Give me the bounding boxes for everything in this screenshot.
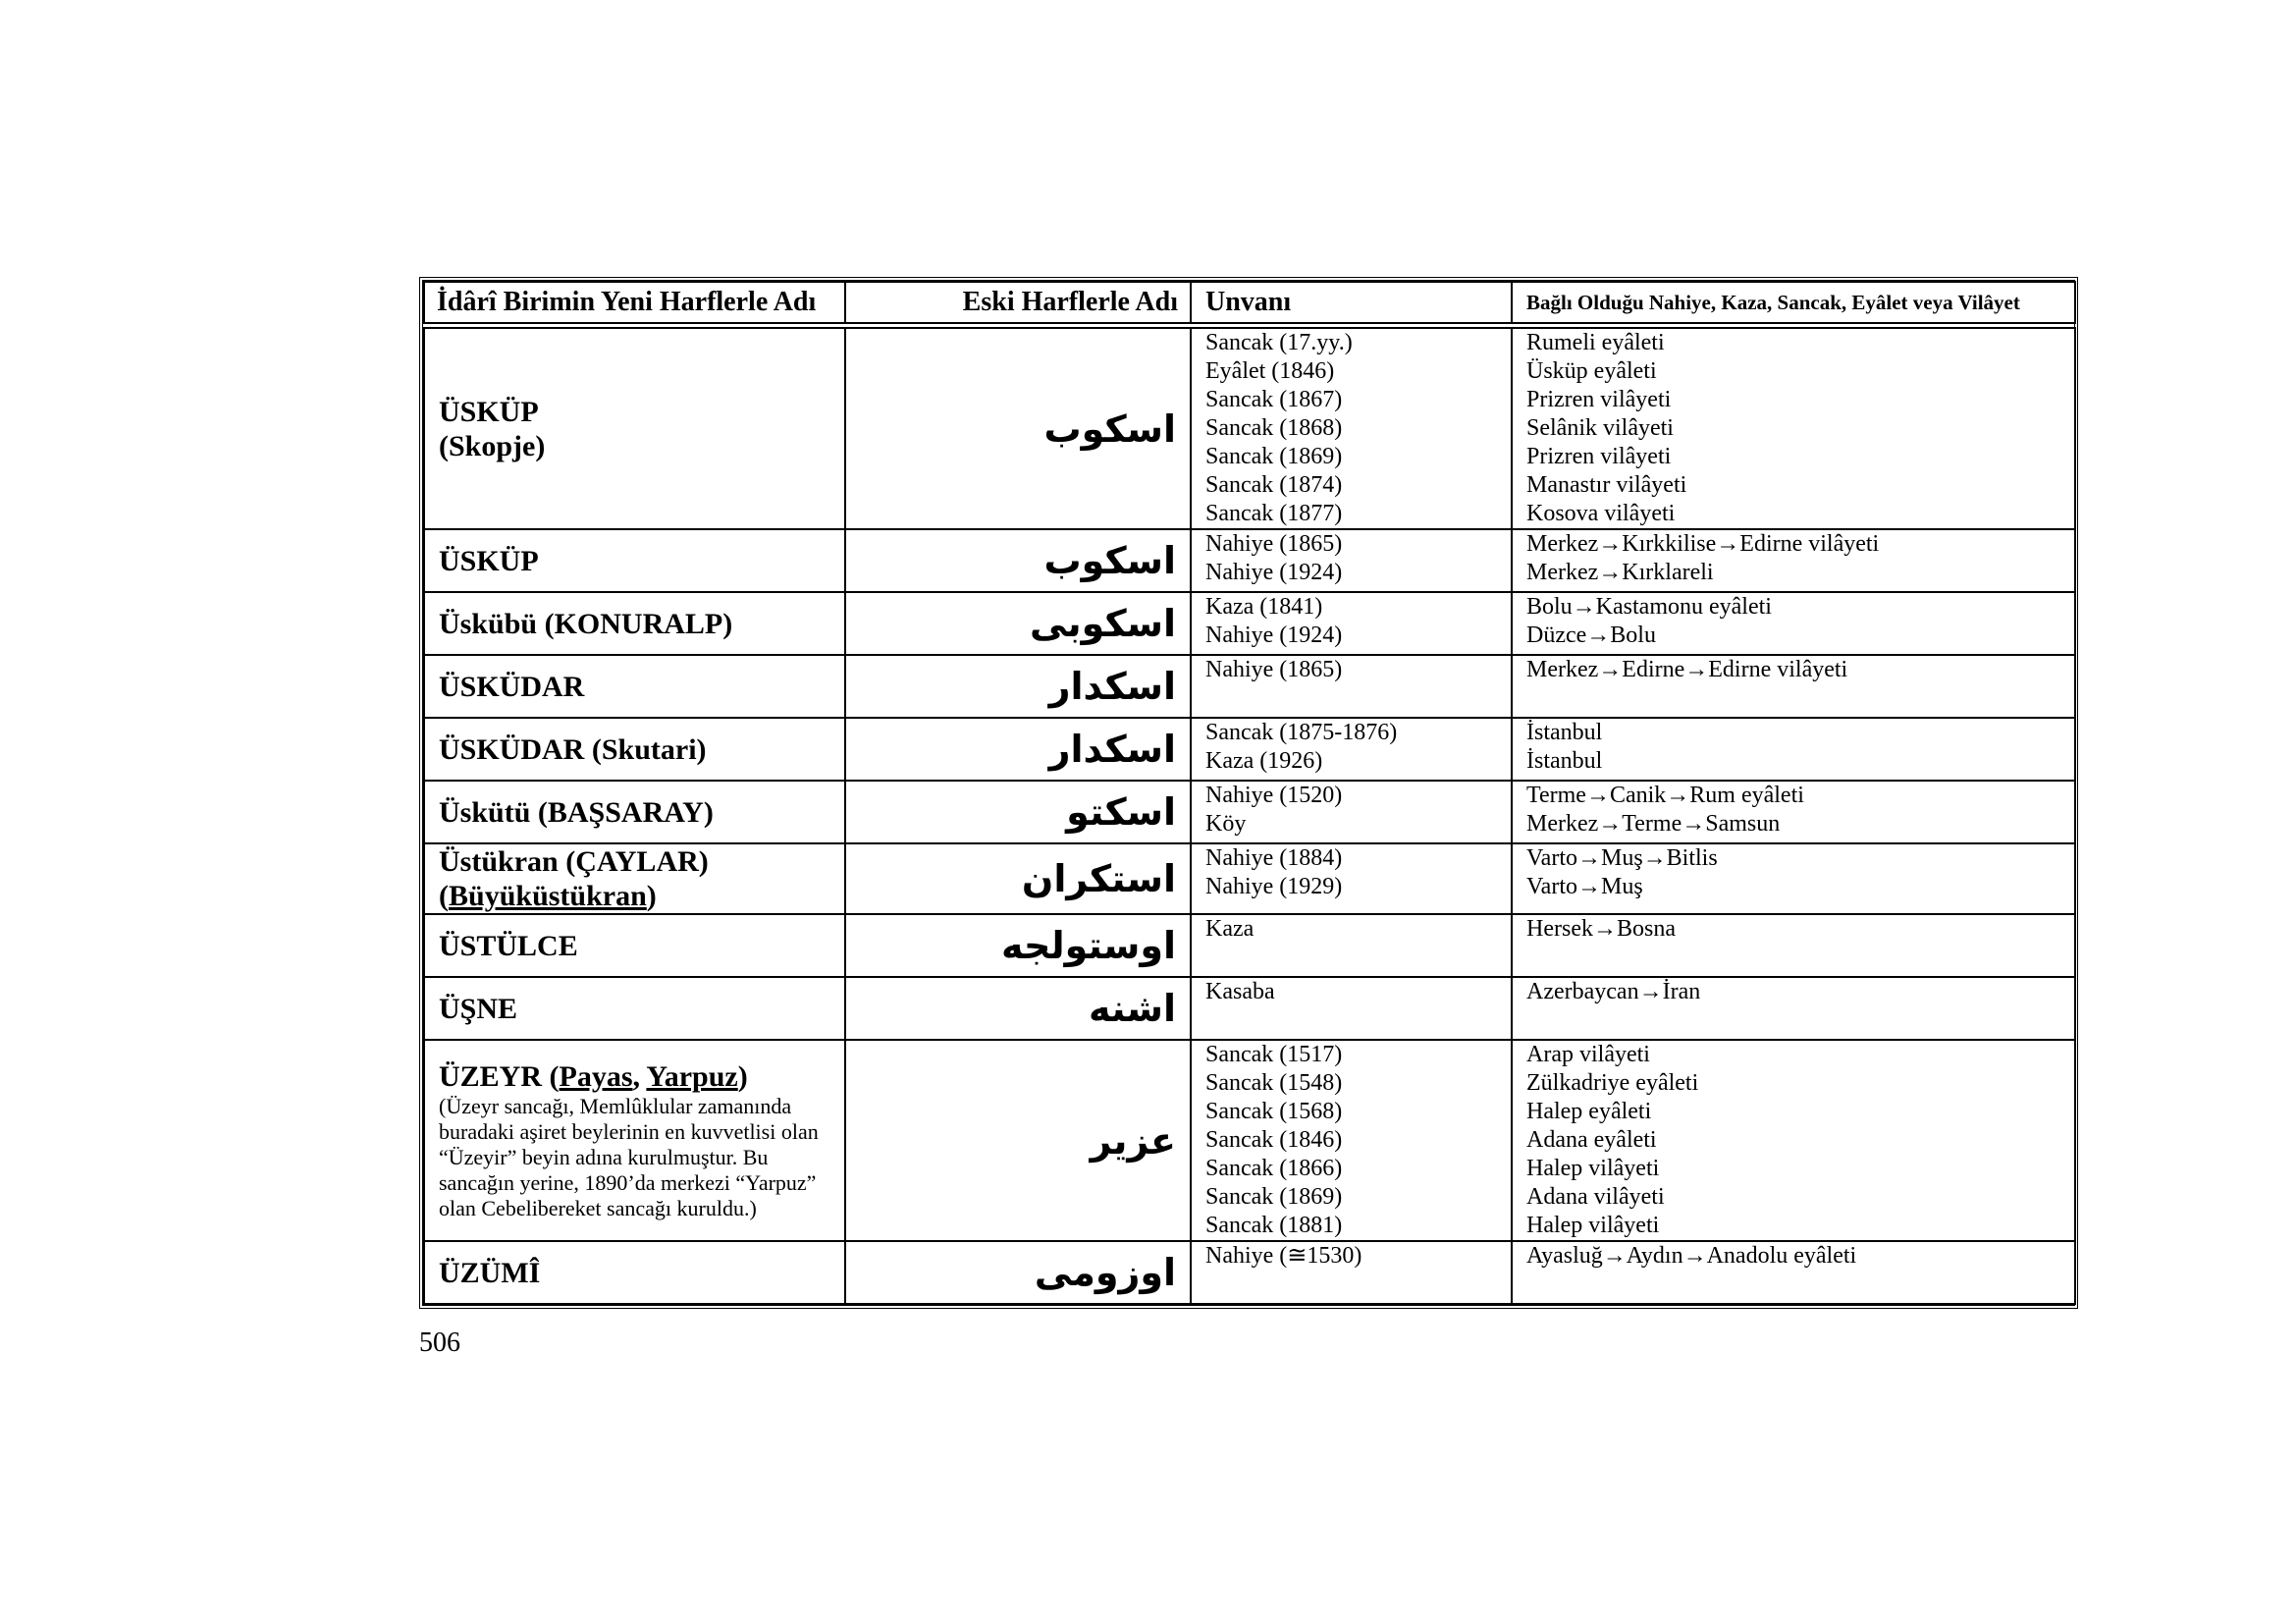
gazetteer-table-frame bbox=[419, 277, 2078, 1309]
entry-name-alt: (Büyüküstükran) bbox=[439, 880, 657, 912]
entry-arabic-name: اسكوبى bbox=[845, 592, 1191, 655]
entry-name: Üskübü (KONURALP) bbox=[439, 607, 733, 640]
page-number: 506 bbox=[419, 1327, 460, 1358]
entry-name-alt: (Skopje) bbox=[439, 429, 546, 462]
table-row bbox=[424, 328, 2075, 529]
entry-parents: Rumeli eyâleti Üsküp eyâleti Prizren vilâyeti Selânik vilâyeti Prizren vilâyeti Manastır vilâyeti Kosova vilâyeti bbox=[1512, 328, 2075, 529]
entry-name: ÜŞNE bbox=[439, 992, 518, 1025]
table-row bbox=[424, 1040, 2075, 1241]
table-row bbox=[424, 977, 2075, 1040]
table-row bbox=[424, 1241, 2075, 1304]
entry-name: ÜSKÜDAR (Skutari) bbox=[439, 732, 707, 766]
entry-arabic-name: استكران bbox=[845, 843, 1191, 914]
table-row bbox=[424, 592, 2075, 655]
header-title: Unvanı bbox=[1191, 282, 1512, 323]
entry-parents: Azerbaycan→İran bbox=[1512, 977, 2075, 1040]
entry-arabic-name: اسكوب bbox=[845, 328, 1191, 529]
header-row bbox=[424, 282, 2075, 323]
entry-parents: Hersek→Bosna bbox=[1512, 914, 2075, 977]
entry-arabic-name: اسكدار bbox=[845, 718, 1191, 781]
header-parent: Bağlı Olduğu Nahiye, Kaza, Sancak, Eyâlet veya Vilâyet bbox=[1512, 282, 2075, 323]
table-row bbox=[424, 655, 2075, 718]
entry-parents: Ayasluğ→Aydın→Anadolu eyâleti bbox=[1512, 1241, 2075, 1304]
header-new-name: İdârî Birimin Yeni Harflerle Adı bbox=[424, 282, 845, 323]
entry-titles: Nahiye (1520) Köy bbox=[1191, 781, 1512, 843]
entry-titles: Kaza bbox=[1191, 914, 1512, 977]
table-row bbox=[424, 529, 2075, 592]
entry-arabic-name: اوزومى bbox=[845, 1241, 1191, 1304]
entry-titles: Nahiye (≅1530) bbox=[1191, 1241, 1512, 1304]
table-row bbox=[424, 914, 2075, 977]
table-row bbox=[424, 781, 2075, 843]
entry-name: ÜZÜMÎ bbox=[439, 1256, 541, 1289]
gazetteer-table bbox=[423, 281, 2076, 1305]
entry-titles: Nahiye (1884) Nahiye (1929) bbox=[1191, 843, 1512, 914]
entry-name: Üstükran (ÇAYLAR) bbox=[439, 845, 709, 878]
entry-parents: Bolu→Kastamonu eyâleti Düzce→Bolu bbox=[1512, 592, 2075, 655]
entry-name: ÜSKÜP bbox=[439, 544, 539, 577]
entry-parents: Merkez→Kırkkilise→Edirne vilâyeti Merkez→Kırklareli bbox=[1512, 529, 2075, 592]
entry-name: ÜZEYR (Payas, Yarpuz) bbox=[439, 1060, 748, 1093]
entry-titles: Nahiye (1865) Nahiye (1924) bbox=[1191, 529, 1512, 592]
table-row bbox=[424, 718, 2075, 781]
entry-titles: Sancak (1875-1876) Kaza (1926) bbox=[1191, 718, 1512, 781]
entry-titles: Kasaba bbox=[1191, 977, 1512, 1040]
entry-arabic-name: اشنه bbox=[845, 977, 1191, 1040]
entry-parents: Terme→Canik→Rum eyâleti Merkez→Terme→Samsun bbox=[1512, 781, 2075, 843]
entry-parents: Varto→Muş→Bitlis Varto→Muş bbox=[1512, 843, 2075, 914]
header-old-name: Eski Harflerle Adı bbox=[845, 282, 1191, 323]
entry-name: Üskütü (BAŞSARAY) bbox=[439, 795, 714, 829]
entry-parents: Arap vilâyeti Zülkadriye eyâleti Halep eyâleti Adana eyâleti Halep vilâyeti Adana vilâyeti Halep vilâyeti bbox=[1512, 1040, 2075, 1241]
entry-note: (Üzeyr sancağı, Memlûklular zamanında buradaki aşiret beylerinin en kuvvetlisi olan “Üzeyir” beyin adına kurulmuştur. Bu sancağın yerine, 1890’da merkezi “Yarpuz” olan Cebelibereket sancağı kuruldu.) bbox=[439, 1094, 819, 1220]
entry-arabic-name: عزير bbox=[845, 1040, 1191, 1241]
entry-titles: Nahiye (1865) bbox=[1191, 655, 1512, 718]
entry-arabic-name: اسكدار bbox=[845, 655, 1191, 718]
entry-parents: İstanbul İstanbul bbox=[1512, 718, 2075, 781]
entry-arabic-name: اسكوب bbox=[845, 529, 1191, 592]
entry-titles: Kaza (1841) Nahiye (1924) bbox=[1191, 592, 1512, 655]
entry-parents: Merkez→Edirne→Edirne vilâyeti bbox=[1512, 655, 2075, 718]
entry-name: ÜSTÜLCE bbox=[439, 929, 578, 962]
entry-name: ÜSKÜDAR bbox=[439, 670, 585, 703]
entry-arabic-name: اوستولجه bbox=[845, 914, 1191, 977]
entry-name: ÜSKÜP bbox=[439, 395, 539, 428]
entry-arabic-name: اسكتو bbox=[845, 781, 1191, 843]
entry-titles: Sancak (1517) Sancak (1548) Sancak (1568) Sancak (1846) Sancak (1866) Sancak (1869) Sancak (1881) bbox=[1191, 1040, 1512, 1241]
table-row bbox=[424, 843, 2075, 914]
entry-titles: Sancak (17.yy.) Eyâlet (1846) Sancak (1867) Sancak (1868) Sancak (1869) Sancak (1874) Sancak (1877) bbox=[1191, 328, 1512, 529]
